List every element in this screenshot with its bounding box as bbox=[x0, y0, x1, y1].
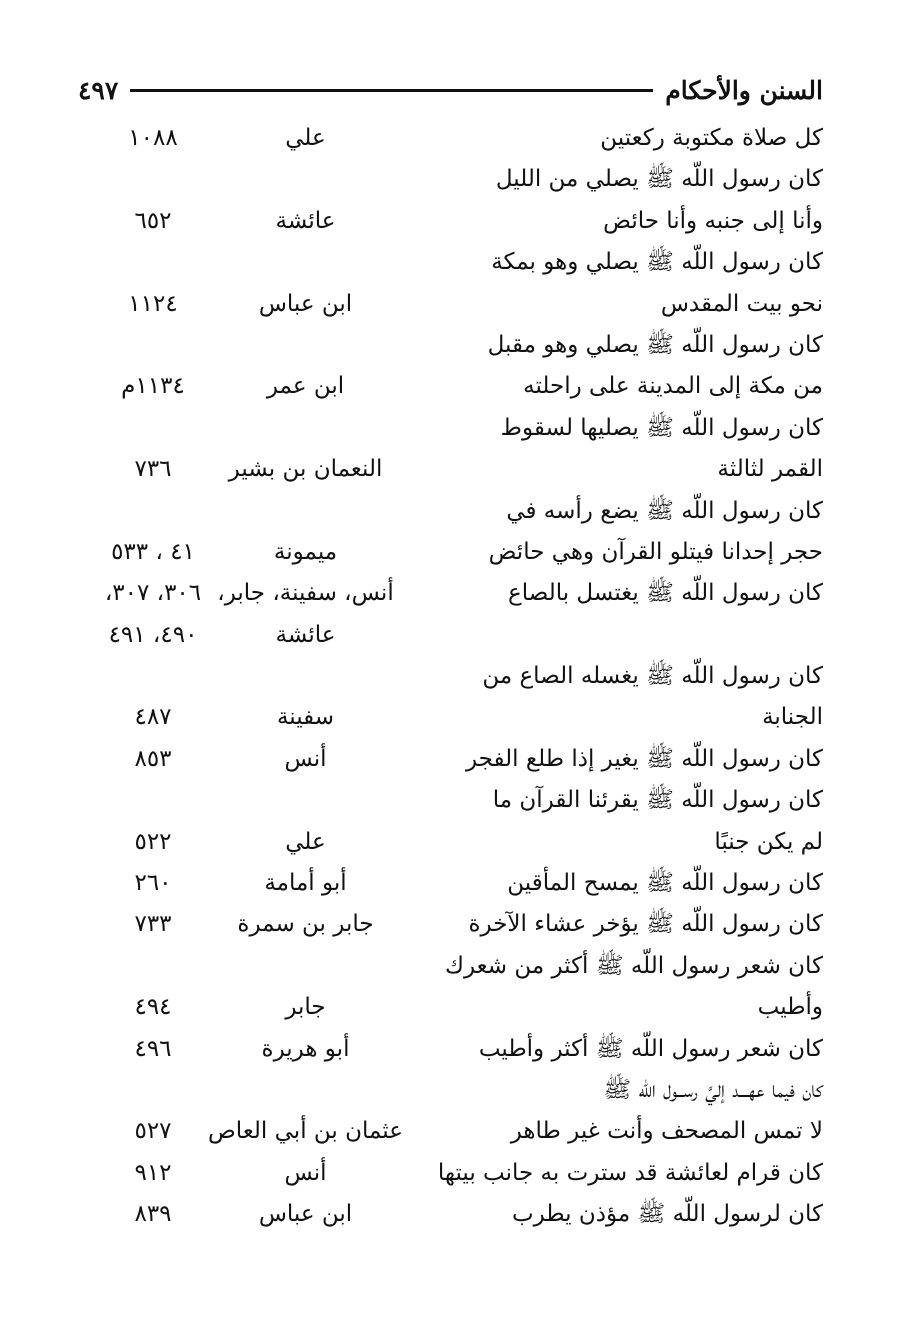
table-row bbox=[78, 946, 823, 987]
hadith-text: كان رسول اللّه ﷺ يمسح المأقين bbox=[507, 870, 823, 897]
narrator: عائشة bbox=[275, 207, 336, 234]
reference-numbers: ٦٥٢ bbox=[134, 207, 172, 234]
table-row bbox=[78, 325, 823, 366]
hadith-text: من مكة إلى المدينة على راحلته bbox=[523, 373, 823, 400]
table-row bbox=[78, 697, 823, 738]
narrator: أنس bbox=[284, 745, 327, 772]
reference-numbers: ٧٣٦ bbox=[134, 456, 172, 483]
hadith-text: كان رسول اللّه ﷺ يغتسل بالصاع bbox=[508, 580, 823, 607]
reference-numbers: ٨٣٩ bbox=[134, 1201, 172, 1228]
table-row bbox=[78, 201, 823, 242]
table-row bbox=[78, 904, 823, 945]
narrator: ابن عباس bbox=[258, 1201, 353, 1228]
table-row bbox=[78, 1111, 823, 1152]
page-number: ٤٩٧ bbox=[78, 75, 119, 105]
table-row bbox=[78, 118, 823, 159]
table-row bbox=[78, 159, 823, 200]
reference-numbers: ٤٨٧ bbox=[134, 704, 172, 731]
narrator: سفينة bbox=[276, 704, 335, 731]
reference-numbers: ٤٩٤ bbox=[134, 994, 172, 1021]
hadith-text: كان رسول اللّه ﷺ يصلي من الليل bbox=[495, 166, 823, 193]
hadith-text: كان رسول اللّه ﷺ يغير إذا طلع الفجر bbox=[465, 745, 823, 772]
hadith-text: وأنا إلى جنبه وأنا حائض bbox=[603, 207, 823, 234]
reference-numbers: ٤٩٠، ٤٩١ bbox=[108, 621, 198, 648]
table-row bbox=[78, 1194, 823, 1235]
table-row bbox=[78, 284, 823, 325]
hadith-text: كان رسول اللّه ﷺ يؤخر عشاء الآخرة bbox=[468, 911, 823, 938]
table-row bbox=[78, 615, 823, 656]
running-title: السنن والأحكام bbox=[665, 75, 823, 105]
narrator: أنس، سفينة، جابر، bbox=[217, 580, 394, 607]
hadith-text: كان رسول اللّه ﷺ يضع رأسه في bbox=[506, 497, 823, 524]
table-row bbox=[78, 1029, 823, 1070]
hadith-text: لا تمس المصحف وأنت غير طاهر bbox=[510, 1118, 823, 1145]
reference-numbers: ١١٣٤م bbox=[121, 373, 185, 400]
table-row bbox=[78, 408, 823, 449]
hadith-text: الجنابة bbox=[762, 704, 823, 731]
reference-numbers: ٤١ ، ٥٣٣ bbox=[111, 538, 195, 565]
hadith-text: كان فيما عهـــد إليَّ رســول اللّه ﷺ bbox=[603, 1076, 823, 1103]
table-row bbox=[78, 242, 823, 283]
hadith-text: القمر لثالثة bbox=[717, 456, 823, 483]
reference-numbers: ١٠٨٨ bbox=[128, 125, 178, 151]
hadith-text: كان رسول اللّه ﷺ يصلي وهو بمكة bbox=[491, 249, 823, 276]
index-table bbox=[78, 118, 823, 1236]
narrator: عثمان بن أبي العاص bbox=[208, 1118, 403, 1145]
table-row bbox=[78, 532, 823, 573]
narrator: جابر bbox=[285, 994, 326, 1021]
hadith-text: كان قرام لعائشة قد سترت به جانب بيتها bbox=[437, 1159, 823, 1186]
narrator: النعمان بن بشير bbox=[228, 456, 383, 483]
narrator: علي bbox=[285, 828, 326, 855]
narrator: أبو هريرة bbox=[261, 1035, 350, 1062]
reference-numbers: ٨٥٣ bbox=[134, 745, 172, 772]
hadith-text: كان رسول اللّه ﷺ يغسله الصاع من bbox=[482, 663, 823, 690]
table-row bbox=[78, 449, 823, 490]
hadith-text: نحو بيت المقدس bbox=[660, 290, 823, 317]
hadith-text: كان رسول اللّه ﷺ يصليها لسقوط bbox=[500, 414, 823, 441]
table-row bbox=[78, 573, 823, 614]
reference-numbers: ٧٣٣ bbox=[134, 911, 172, 938]
hadith-text: كان رسول اللّه ﷺ يصلي وهو مقبل bbox=[487, 331, 823, 358]
reference-numbers: ٥٢٧ bbox=[134, 1118, 172, 1145]
table-row bbox=[78, 366, 823, 407]
narrator: أبو أمامة bbox=[264, 870, 347, 897]
hadith-text: كان شعر رسول اللّه ﷺ أكثر وأطيب bbox=[478, 1035, 823, 1062]
reference-numbers: ٢٦٠ bbox=[134, 870, 172, 897]
table-row bbox=[78, 863, 823, 904]
reference-numbers: ٣٠٦، ٣٠٧، bbox=[104, 580, 202, 607]
hadith-text: كان لرسول اللّه ﷺ مؤذن يطرب bbox=[511, 1201, 823, 1228]
reference-numbers: ١١٢٤ bbox=[128, 290, 178, 317]
hadith-text: لم يكن جنبًا bbox=[714, 828, 823, 855]
table-row bbox=[78, 987, 823, 1028]
table-row bbox=[78, 656, 823, 697]
table-row bbox=[78, 1070, 823, 1111]
table-row bbox=[78, 822, 823, 863]
reference-numbers: ٩١٢ bbox=[134, 1159, 172, 1186]
narrator: عائشة bbox=[275, 621, 336, 648]
page-header bbox=[78, 68, 823, 112]
table-row bbox=[78, 491, 823, 532]
narrator: علي bbox=[285, 125, 326, 151]
reference-numbers: ٥٢٢ bbox=[134, 828, 172, 855]
table-row bbox=[78, 780, 823, 821]
narrator: ابن عباس bbox=[258, 290, 353, 317]
hadith-text: حجر إحدانا فيتلو القرآن وهي حائض bbox=[488, 538, 823, 565]
narrator: ابن عمر bbox=[266, 373, 345, 400]
table-row bbox=[78, 1153, 823, 1194]
reference-numbers: ٤٩٦ bbox=[134, 1035, 172, 1062]
hadith-text: كان شعر رسول اللّه ﷺ أكثر من شعرك bbox=[445, 952, 823, 979]
narrator: ميمونة bbox=[273, 538, 338, 565]
header-rule bbox=[130, 89, 653, 92]
hadith-text: كان رسول اللّه ﷺ يقرئنا القرآن ما bbox=[492, 787, 823, 814]
narrator: أنس bbox=[284, 1159, 327, 1186]
narrator: جابر بن سمرة bbox=[237, 911, 374, 938]
table-row bbox=[78, 739, 823, 780]
hadith-text: كل صلاة مكتوبة ركعتين bbox=[600, 125, 823, 151]
hadith-text: وأطيب bbox=[757, 994, 823, 1021]
